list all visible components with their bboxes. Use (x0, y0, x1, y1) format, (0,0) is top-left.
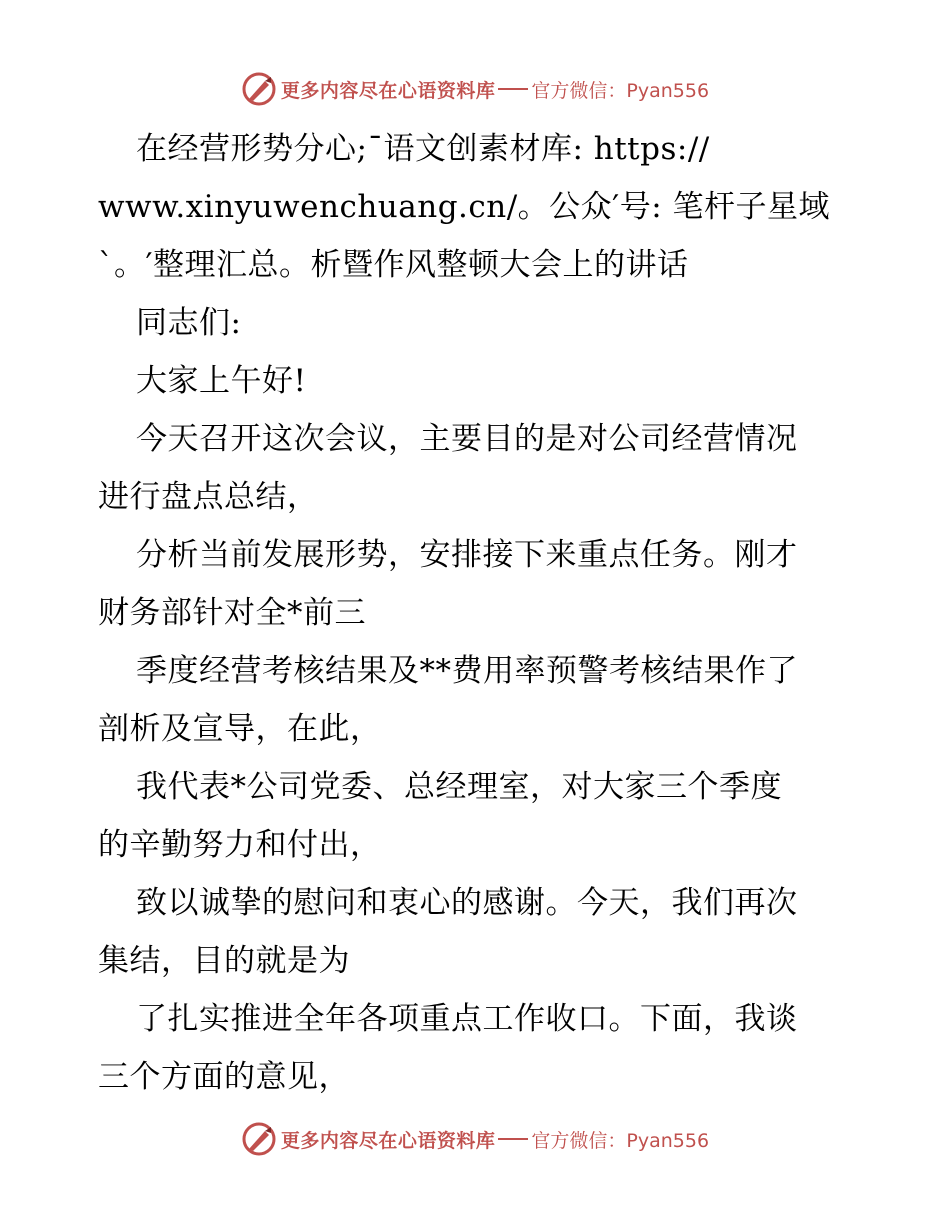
footer-banner-dash (498, 1138, 528, 1140)
header-banner-text: 更多内容尽在心语资料库 (280, 79, 496, 102)
text-line: 了扎实推进全年各项重点工作收口。下面，我谈 (136, 1001, 798, 1037)
text-line: 集结，目的就是为 (98, 943, 350, 979)
text-line: 我代表*公司党委、总经理室，对大家三个季度 (136, 769, 782, 805)
text-line: 剖析及宣导，在此， (98, 711, 382, 747)
text-line: 三个方面的意见， (98, 1059, 350, 1095)
header-banner-dash (498, 88, 528, 90)
text-line: 财务部针对全*前三 (98, 595, 366, 631)
header-banner (0, 64, 950, 114)
text-line: 的辛勤努力和付出， (98, 827, 382, 863)
text-line: 进行盘点总结， (98, 479, 319, 515)
text-line: 季度经营考核结果及**费用率预警考核结果作了 (136, 653, 798, 689)
pen-logo-icon (241, 1121, 277, 1157)
text-line: 致以诚挚的慰问和衷心的感谢。今天，我们再次 (136, 885, 798, 921)
text-line: 今天召开这次会议，主要目的是对公司经营情况 (136, 421, 798, 457)
text-line: `。′整理汇总。析暨作风整顿大会上的讲话 (98, 247, 689, 283)
footer-banner-text: 更多内容尽在心语资料库 (280, 1129, 496, 1152)
document-body (98, 120, 868, 1106)
text-line: 在经营形势分心;¯语文创素材库: https:// (136, 131, 710, 167)
header-banner-wechat: 官方微信：Pyan556 (531, 79, 710, 102)
text-line: 大家上午好! (136, 363, 307, 399)
text-line: www.xinyuwenchuang.cn/。公众′号: 笔杆子星域 (98, 189, 831, 225)
text-line: 同志们: (136, 305, 242, 341)
pen-logo-icon (241, 71, 277, 107)
footer-banner (0, 1114, 950, 1164)
footer-banner-wechat: 官方微信：Pyan556 (531, 1129, 710, 1152)
text-line: 分析当前发展形势，安排接下来重点任务。刚才 (136, 537, 798, 573)
